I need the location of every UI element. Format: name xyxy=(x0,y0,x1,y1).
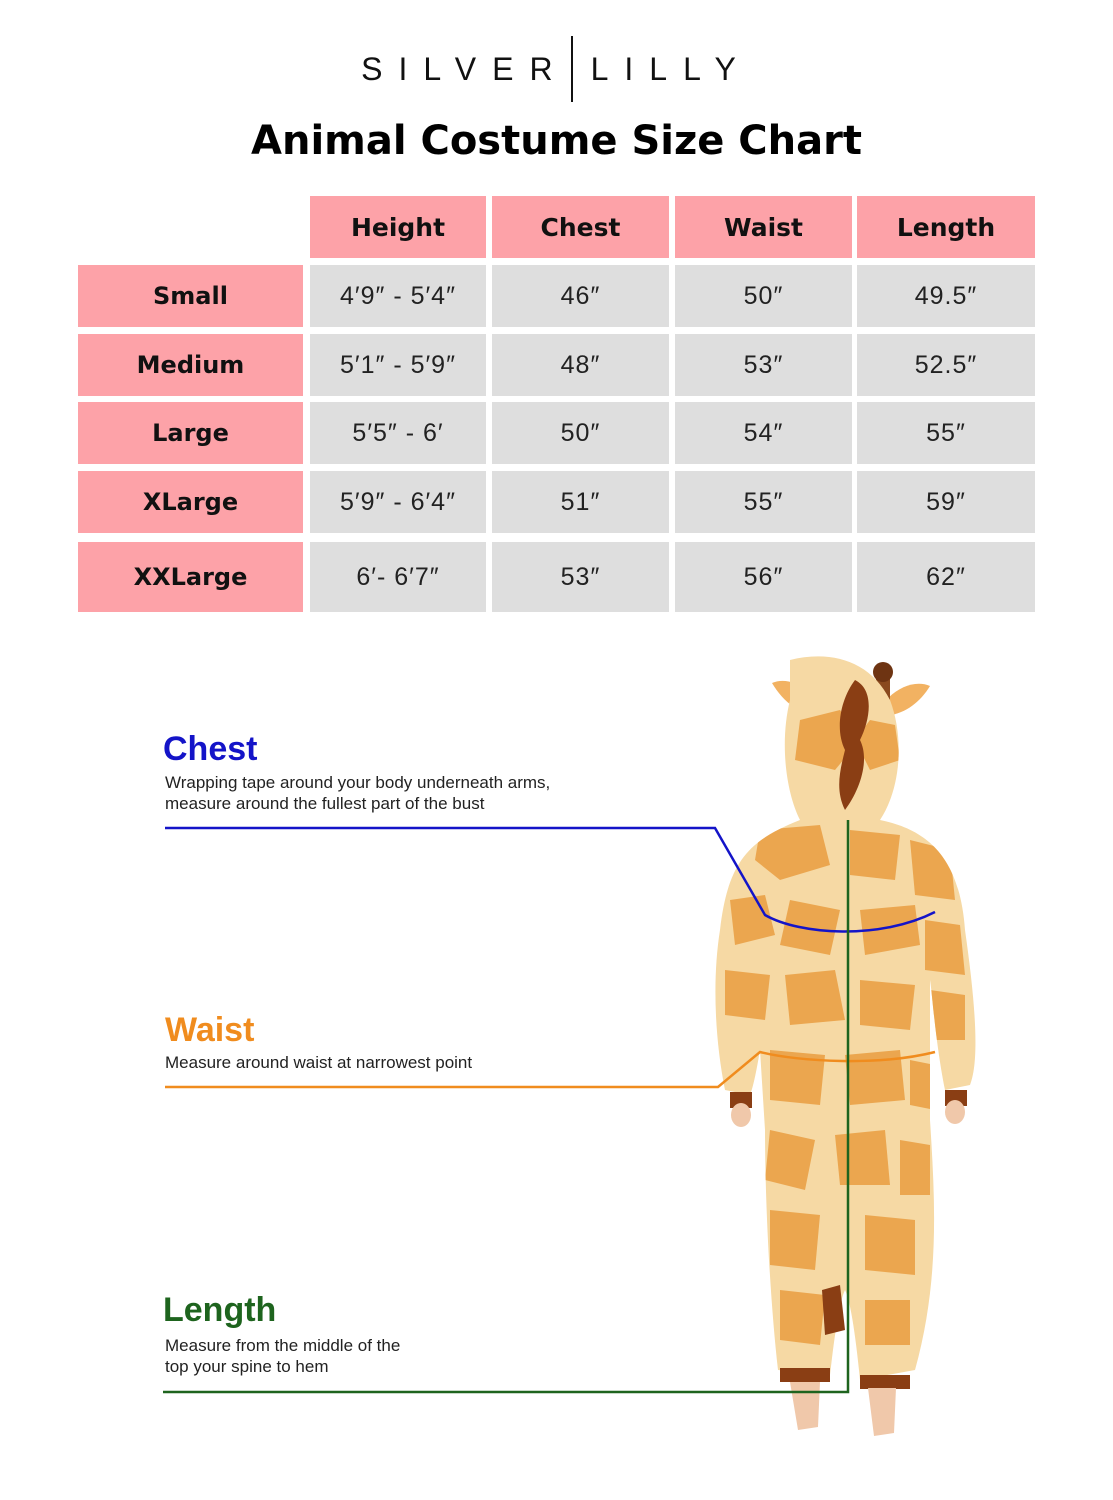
page-title: Animal Costume Size Chart xyxy=(251,118,862,164)
left-foot xyxy=(790,1382,820,1430)
waist-description xyxy=(165,1052,472,1073)
cell-xxlarge-waist: 56″ xyxy=(675,542,852,612)
brand-word-left: SILVER xyxy=(361,50,569,87)
chest-desc-line-2: measure around the fullest part of the bust xyxy=(165,794,485,813)
cell-large-length: 55″ xyxy=(857,402,1035,464)
cell-small-waist: 50″ xyxy=(675,265,852,327)
cell-xlarge-height: 5′9″ - 6′4″ xyxy=(310,471,486,533)
column-header-chest: Chest xyxy=(492,196,669,258)
length-description xyxy=(165,1335,400,1377)
cell-large-chest: 50″ xyxy=(492,402,669,464)
cell-medium-chest: 48″ xyxy=(492,334,669,396)
left-ankle-cuff xyxy=(780,1368,830,1382)
cell-xxlarge-length: 62″ xyxy=(857,542,1035,612)
waist-desc-line-1: Measure around waist at narrowest point xyxy=(165,1053,473,1072)
row-header-large: Large xyxy=(78,402,303,464)
right-foot xyxy=(868,1388,896,1436)
length-desc-line-1: Measure from the middle of the xyxy=(165,1336,401,1355)
right-hand xyxy=(945,1100,965,1124)
row-header-small: Small xyxy=(78,265,303,327)
cell-large-waist: 54″ xyxy=(675,402,852,464)
cell-xlarge-length: 59″ xyxy=(857,471,1035,533)
left-hand xyxy=(731,1103,751,1127)
cell-large-height: 5′5″ - 6′ xyxy=(310,402,486,464)
column-header-waist: Waist xyxy=(675,196,852,258)
cell-xlarge-chest: 51″ xyxy=(492,471,669,533)
brand-word-right: LILLY xyxy=(590,50,752,87)
length-desc-line-2: top your spine to hem xyxy=(165,1357,329,1376)
chest-description xyxy=(165,772,550,814)
cell-xxlarge-chest: 53″ xyxy=(492,542,669,612)
cell-medium-height: 5′1″ - 5′9″ xyxy=(310,334,486,396)
right-ankle-cuff xyxy=(860,1375,910,1389)
cell-xlarge-waist: 55″ xyxy=(675,471,852,533)
row-header-xlarge: XLarge xyxy=(78,471,303,533)
cell-small-chest: 46″ xyxy=(492,265,669,327)
column-header-height: Height xyxy=(310,196,486,258)
chest-label: Chest xyxy=(163,730,258,768)
length-label: Length xyxy=(163,1291,277,1329)
cell-xxlarge-height: 6′- 6′7″ xyxy=(310,542,486,612)
cell-medium-length: 52.5″ xyxy=(857,334,1035,396)
row-header-medium: Medium xyxy=(78,334,303,396)
chest-desc-line-1: Wrapping tape around your body underneath arms, xyxy=(165,773,551,792)
column-header-length: Length xyxy=(857,196,1035,258)
cell-small-length: 49.5″ xyxy=(857,265,1035,327)
cell-small-height: 4′9″ - 5′4″ xyxy=(310,265,486,327)
cell-medium-waist: 53″ xyxy=(675,334,852,396)
row-header-xxlarge: XXLarge xyxy=(78,542,303,612)
waist-label: Waist xyxy=(165,1011,255,1049)
